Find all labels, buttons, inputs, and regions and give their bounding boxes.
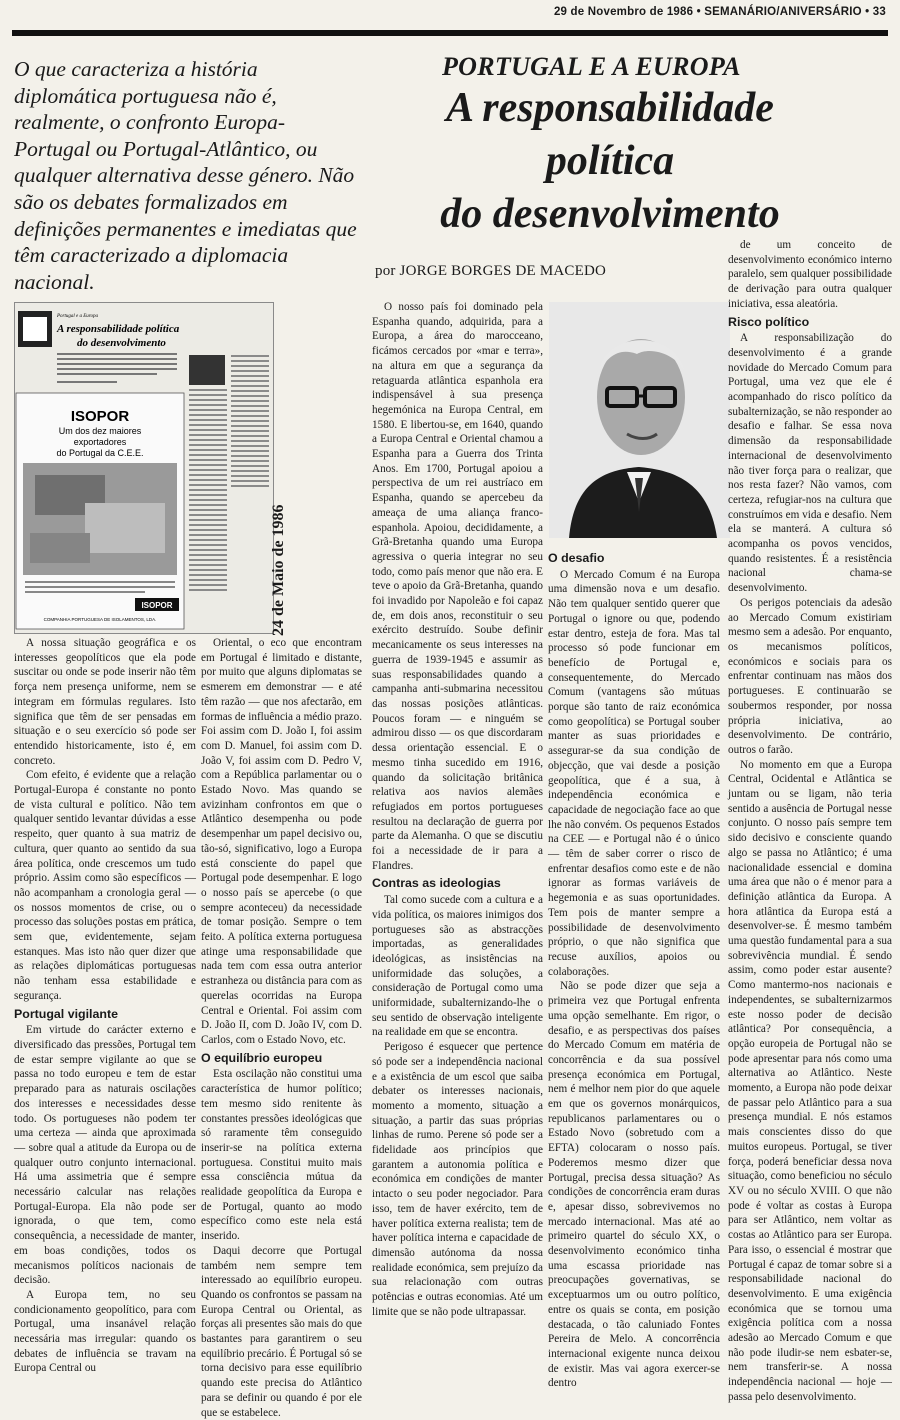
svg-text:exportadores: exportadores (73, 437, 127, 447)
svg-text:do Portugal da C.E.E.: do Portugal da C.E.E. (56, 448, 144, 458)
byline: por JORGE BORGES DE MACEDO (375, 263, 607, 279)
body-paragraph: O nosso país foi dominado pela Espanha quando, adquirida, para a Europa, a área do marocceano, ficámos cercados por «mar e terra», na altura em que a segurança da retaguarda atlântica espanhola era indispensável à sua presença hegemónica na Europa Central, em 1580. E libertou-se, em 1640, quando a Europa Central e Oriental chamou a Espanha para a Guerra dos Trinta Anos. Em 1700, Portugal apoiou a perspectiva de um rei austríaco em Espanha, quando se apercebeu da ameaça de uma aliança franco-espanhola. Apoiou, decididamente, a Grã-Bretanha quando uma Europa agressiva o queria integrar no seu todo, como país menor que não era. E teve o apoio da Grã-Bretanha, quando foi invadido por Napoleão e foi capaz de, em dois anos, reconstituir o seu exército destruído. Soube definir mecanicamente os seus interesses na guerra de 1939-1945 e assumir as suas responsabilidades quando a campanha anti-submarina necessitou das nossas posições atlânticas. Poucos foram — e ninguém se admirou disso — os que discordaram dessa orientação essencial. E o mesmo tinha sucedido em 1916, quando da solicitação britânica relativa aos navios alemães refugiados em portos portugueses resultou na declaração de guerra por parte da Alemanha. O que se discutiu foi a necessidade de ir para a Flandres. (372, 301, 543, 872)
article-column-3 (372, 300, 543, 1320)
article-column-1 (14, 636, 196, 1376)
headline-line-1: A responsabilidade (446, 85, 774, 131)
reproduction-date: 24 de Maio de 1986 (270, 504, 287, 636)
headline-line-2: política (545, 138, 675, 184)
lede-text: O que caracteriza a história diplomática portuguesa não é, realmente, o confronto Europa-Portugal ou Portugal-Atlântico, ou qualquer alternativa desse género. Não são os debates formalizados em definições permanentes e imediatas que têm caracterizado a diplomacia nacional. (14, 57, 357, 294)
repro-title-1: A responsabilidade política (57, 323, 180, 335)
body-paragraph: Os perigos potenciais da adesão ao Mercado Comum existiriam mesmo sem a adesão. Por enquanto, os mecanismos políticos, económicos e sociais para os enfrentar continuam nas mãos dos portugueses. E continuarão se soubermos responder, por nossa própria iniciativa, ao desenvolvimento. De contrário, outros o farão. (728, 596, 892, 756)
body-paragraph: No momento em que a Europa Central, Ocidental e Atlântica se juntam ou se ligam, não teria sentido a ausência de Portugal nesse conjunto. O nosso país sempre tem sido decisivo e consciente quando algo se passa no Atlântico; é uma nacionalidade essencial e domina uma área que não o é menor para a definição atlântica da Europa. A hora atlântica da Europa está a desenvolver-se. É mesmo também uma questão fundamental para a sua sobrevivência mundial. É sendo assim, como poder estar ausente? Como mantermo-nos nacionais e independentes, se subalternizarmos este nosso poder de decisão atlântica? Por consequência, a opção europeia de Portugal não se pode apresentar para nós como uma alternativa ao Atlântico. Neste momento, a Europa não pode deixar de passar pelo Atlântico para a sua presença mundial. E nós estamos mais conscientes disso do que muitos europeus. Portugal, se tiver força, poderá beneficiar dessa nova situação, como beneficiou no século XV ou no século XVIII. O que não pode é voltar as costas à Europa para ser Atlântico, nem voltar as costas ao Atlântico para ser Europa. Para isso, o essencial é mostrar que Portugal é capaz de tomar sobre si a responsabilidade nacional do desenvolvimento. E uma exigência económica que se tornou uma exigência política com a nossa adesão ao Mercado Comum e que não pode iludir-se nem esbater-se, nem transferir-se. A nossa independência nacional — hoje — passa pelo desenvolvimento. (728, 758, 892, 1403)
body-paragraph: Perigoso é esquecer que pertence só pode ser a independência nacional e a existência de um escol que saiba debater os interesses nacionais, momento a momento, situação a situação, a partir das suas próprias linhas de rumo. Perene só pode ser a fidelidade aos princípios que garantem a autonomia política e económica em condições de manter intacto o seu poder negociador. Para isso, tem de haver exército, tem de haver política externa realista; tem de haver política interna e capacidade de dimensão autónoma da nossa realidade económica, sem prejuízo da sua relacionação com outras potências e outras economias. Até um limite que se não pode ultrapassar. (372, 1041, 543, 1318)
repro-ad-logo: ISOPOR (141, 601, 173, 610)
author-photo (549, 302, 730, 538)
section-heading: Contras as ideologias (372, 876, 501, 891)
svg-text:Um dos dez maiores: Um dos dez maiores (58, 426, 142, 436)
repro-rubric: Portugal e a Europa (57, 314, 99, 319)
article-column-2 (201, 636, 362, 1420)
lede-paragraph (14, 56, 359, 295)
body-paragraph: A nossa situação geográfica e os interesses geopolíticos que ela pode suscitar ou onde se pode inserir não têm força nem presença uniforme, nem se integram em fórmulas regulares. Isto significa que têm de ser pensadas em situação e o seu exercício só pode ser entendido historicamente, isto é, em concreto. (14, 637, 196, 767)
article-column-5 (728, 238, 892, 1405)
body-paragraph: Oriental, o eco que encontram em Portugal é limitado e distante, por muito que alguns diplomatas se esmerem em demonstrar — e até têm razão — que nos afectarão, em formas de influência a médio prazo. Foi assim com D. João I, foi assim com D. Manuel, foi assim com D. João V, foi assim com D. Pedro V, com a República parlamentar ou o Estado Novo. Mas quando se avizinham confrontos em que o Atlântico desempenha ou pode desempenhar um papel decisivo ou, tão-só, significativo, logo a Europa está consciente do papel que Portugal pode desempenhar. E logo o nosso país se apercebe (o que sempre aconteceu) da necessidade de tomar posição. Sempre o tem feito. A política externa portuguesa atinge uma responsabilidade que nada tem com essa outra anterior estranheza ou distância para com as querelas ocorridas na Europa Central e Oriental. Foi assim com D. João II, com D. João IV, com D. Carlos, com o Estado Novo, etc. (201, 637, 362, 1046)
body-paragraph: Tal como sucede com a cultura e a vida política, os maiores inimigos dos portugueses são as abstracções importadas, as generalidades ideológicas, as insistências na uniformidade das soluções, a consideração de Portugal como uma uniformidade, subalternizando-lhe o seu sentido de observação inteligente na realidade em que se encontra. (372, 894, 543, 1039)
section-heading: O desafio (548, 551, 605, 565)
body-paragraph: A responsabilização do desenvolvimento é a grande novidade do Mercado Comum para Portugal, uma vez que ele é acompanhado do risco político da subalternização, se não responder ao desafio e falhar. Se essa nova dimensão da responsabilidade internacional de desenvolvimento não tiver força para o realizar, que nos resta fazer? Não vamos, com certeza, refugiar-nos na cultura que construímos em vida e desafio. Nem ela se manterá. A cultura só acompanha os povos vencidos, quando resistentes. É a resistência nacional chama-se desenvolvimento. (728, 332, 892, 595)
headline (398, 82, 822, 241)
page-reproduction (14, 302, 274, 634)
body-paragraph: Esta oscilação não constitui uma característica de humor político; tem mesmo sido renitente às constantes pressões ideológicas que só raramente têm conseguido inserir-se na política externa portuguesa. Constitui muito mais essa consciência mútua da realidade geopolítica da Europa e de Portugal, quanto ao modo específico como este nela está inserido. (201, 1068, 362, 1243)
body-paragraph: O Mercado Comum é na Europa uma dimensão nova e um desafio. Não tem qualquer sentido querer que Portugal o ignore ou que, podendo estar dentro, esteja de fora. Mas tal processo só pode funcionar em benefício de Portugal e, consequentemente, do Mercado Comum (vantagens são mútuas porque são tanto de raiz económica como geopolítica) se Portugal souber manter as suas prioridades e assegurar-se da sua condição de objecção, que vai desde a posição geopolítica, que é a sua, à independência económica e capacidade de negociação face ao que lhe não convém. Os pequenos Estados na CEE — e Portugal não é o único — têm de saber correr o risco de enfrentar desafios como este e de não ignorar as formas variáveis de hegemonia e as suas oportunidades. Tem pois de manter sempre a possibilidade de desenvolvimento próprio, o que não significa que recuse auxílios, apoios ou colaborações. (548, 568, 720, 978)
kicker: PORTUGAL E A EUROPA (442, 52, 741, 81)
section-heading: Risco político (728, 314, 810, 329)
section-heading: Portugal vigilante (14, 1006, 118, 1021)
headline-line-3: do desenvolvimento (440, 191, 780, 237)
repro-ad-company: COMPANHIA PORTUGUESA DE ISOLAMENTOS, LDA. (43, 617, 157, 622)
top-rule (12, 30, 888, 36)
page-reproduction-graphic (15, 303, 273, 633)
body-paragraph: A Europa tem, no seu condicionamento geopolítico, para com Portugal, uma insanável relação necessária mas irregular: quando os debates de influência se travam na Europa Central ou (14, 1288, 196, 1375)
body-paragraph: Com efeito, é evidente que a relação Portugal-Europa é constante no ponto de vista cultural e político. Não tem qualquer sentido levantar dúvidas a esse respeito, quer quanto à sua matriz de cultura, quer quanto ao sentido da sua área política, onde crescemos um tudo próprio. Assim como são específicos — não acompanham a cronologia geral — os nossos momentos de crise, ou o processo das soluções postas em prática, sem que, evidentemente, sejam estanques. Mas isto não quer dizer que as relações diplomáticas portuguesas não tenham essa estabilidade e segurança. (14, 769, 196, 1002)
body-paragraph: Daqui decorre que Portugal também nem sempre tem interessado ao equilíbrio europeu. Quando os confrontos se passam na Europa Central ou Oriental, as forças ali presentes são mais do que bastantes para garantirem o seu equilíbrio precário. É Portugal só se torna decisivo para esse equilíbrio quando este precisa do Atlântico para se definir ou quando é por ele que se estabelece. (201, 1244, 362, 1419)
portrait-photo-icon (549, 302, 730, 538)
repro-ad-name: ISOPOR (70, 408, 130, 425)
body-paragraph: Em virtude do carácter externo e diversificado das pressões, Portugal tem de estar sempre vigilante ao que se passa no todo europeu e tem de estar preparado para as naturais oscilações dos interesses e necessidades desse todo. Os portugueses não podem ter uma certeza — ainda que aproximada — sobre qual a atitude da Europa ou de qualquer outro conjunto internacional. Há uma assimetria que é sempre necessário calcular nas relações Portugal-Europa. Ela não pode ser ignorada, o que tem, como consequência, a necessidade de manter, em boas condições, todos os mecanismos políticos nacionais de decisão. (14, 1024, 196, 1287)
repro-title-2: do desenvolvimento (77, 337, 166, 349)
body-paragraph: Não se pode dizer que seja a primeira vez que Portugal enfrenta uma opção semelhante. Em rigor, o desafio, e as perspectivas dos países do Mercado Comum em matéria de concorrência e da sua possível presença económica em Portugal, nem é melhor nem pior do que aquele em que os governos monárquicos, republicanos parlamentares ou o Estado Novo (sobretudo com a EFTA) colocaram o nosso país. Poderemos mesmo dizer que Portugal, precisa dessa situação? As condições de concorrência eram duras e, apesar disso, sobrevivemos no mercado internacional. Mas até ao primeiro quartel do século XX, o desenvolvimento económico tinha uma escassa prioridade nas preocupações governativas, se exceptuarmos um ou outro político, entre os quais se conta, em posição destacada, o tão caluniado Fontes Pereira de Melo. A concorrência internacional exigente nunca deixou de existir. Mas vai agora exercer-se dentro (548, 980, 720, 1390)
page-header: 29 de Novembro de 1986 • SEMANÁRIO/ANIVERSÁRIO • 33 (553, 6, 886, 18)
section-heading: O equilíbrio europeu (201, 1050, 323, 1065)
article-column-4 (548, 548, 720, 1391)
body-paragraph: de um conceito de desenvolvimento económico interno paralelo, sem qualquer possibilidade de derivação para outra qualquer iniciativa, essa aleatória. (728, 239, 892, 310)
